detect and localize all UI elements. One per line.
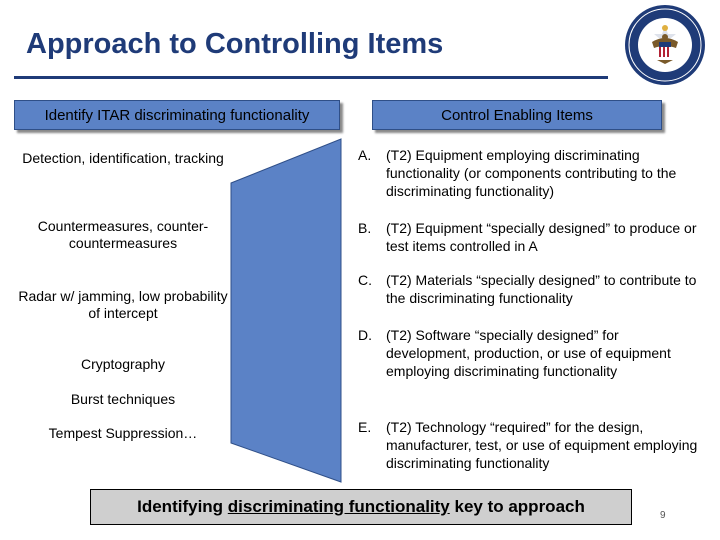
item-text: (T2) Equipment employing discriminating functionality (or components contributing to the discriminating functionality): [386, 147, 677, 199]
enabling-item-d: [358, 326, 698, 380]
key-takeaway-box: [90, 489, 632, 525]
functionality-item: Cryptography: [80, 356, 166, 372]
item-text: (T2) Materials “specially designed” to contribute to the discriminating functionality: [386, 272, 697, 306]
item-label: B.: [358, 220, 372, 236]
enabling-item-a: [358, 146, 698, 200]
functionality-item: Burst techniques: [70, 391, 176, 407]
enabling-item-c: [358, 271, 698, 307]
functionality-item: Tempest Suppression…: [48, 425, 198, 441]
control-enabling-items-header: Control Enabling Items: [372, 100, 662, 130]
functionality-item: Radar w/ jamming, low probability of intercept: [18, 288, 228, 321]
page-number: 9: [660, 510, 666, 521]
functionality-item: Detection, identification, tracking: [22, 150, 224, 166]
slide-title: Approach to Controlling Items: [26, 28, 444, 60]
state-department-seal-icon: [624, 4, 706, 86]
enabling-item-b: [358, 219, 698, 255]
item-text: (T2) Equipment “specially designed” to produce or test items controlled in A: [386, 220, 697, 254]
item-text: (T2) Technology “required” for the design, manufacturer, test, or use of equipment employing discriminating functionality: [386, 419, 698, 471]
identify-functionality-header: Identify ITAR discriminating functionality: [14, 100, 340, 130]
takeaway-emphasis: discriminating functionality: [227, 497, 450, 516]
functionality-item: Countermeasures, counter-countermeasures: [37, 218, 209, 251]
item-label: E.: [358, 419, 372, 435]
enabling-item-e: [358, 418, 698, 472]
item-text: (T2) Software “specially designed” for development, production, or use of equipment employing discriminating functionality: [386, 327, 671, 379]
takeaway-suffix: key to approach: [449, 497, 585, 516]
title-underline: [14, 76, 608, 79]
item-label: A.: [358, 147, 372, 163]
item-label: C.: [358, 272, 372, 288]
funnel-connector-shape: [230, 138, 342, 483]
item-label: D.: [358, 327, 372, 343]
takeaway-prefix: Identifying: [137, 497, 228, 516]
